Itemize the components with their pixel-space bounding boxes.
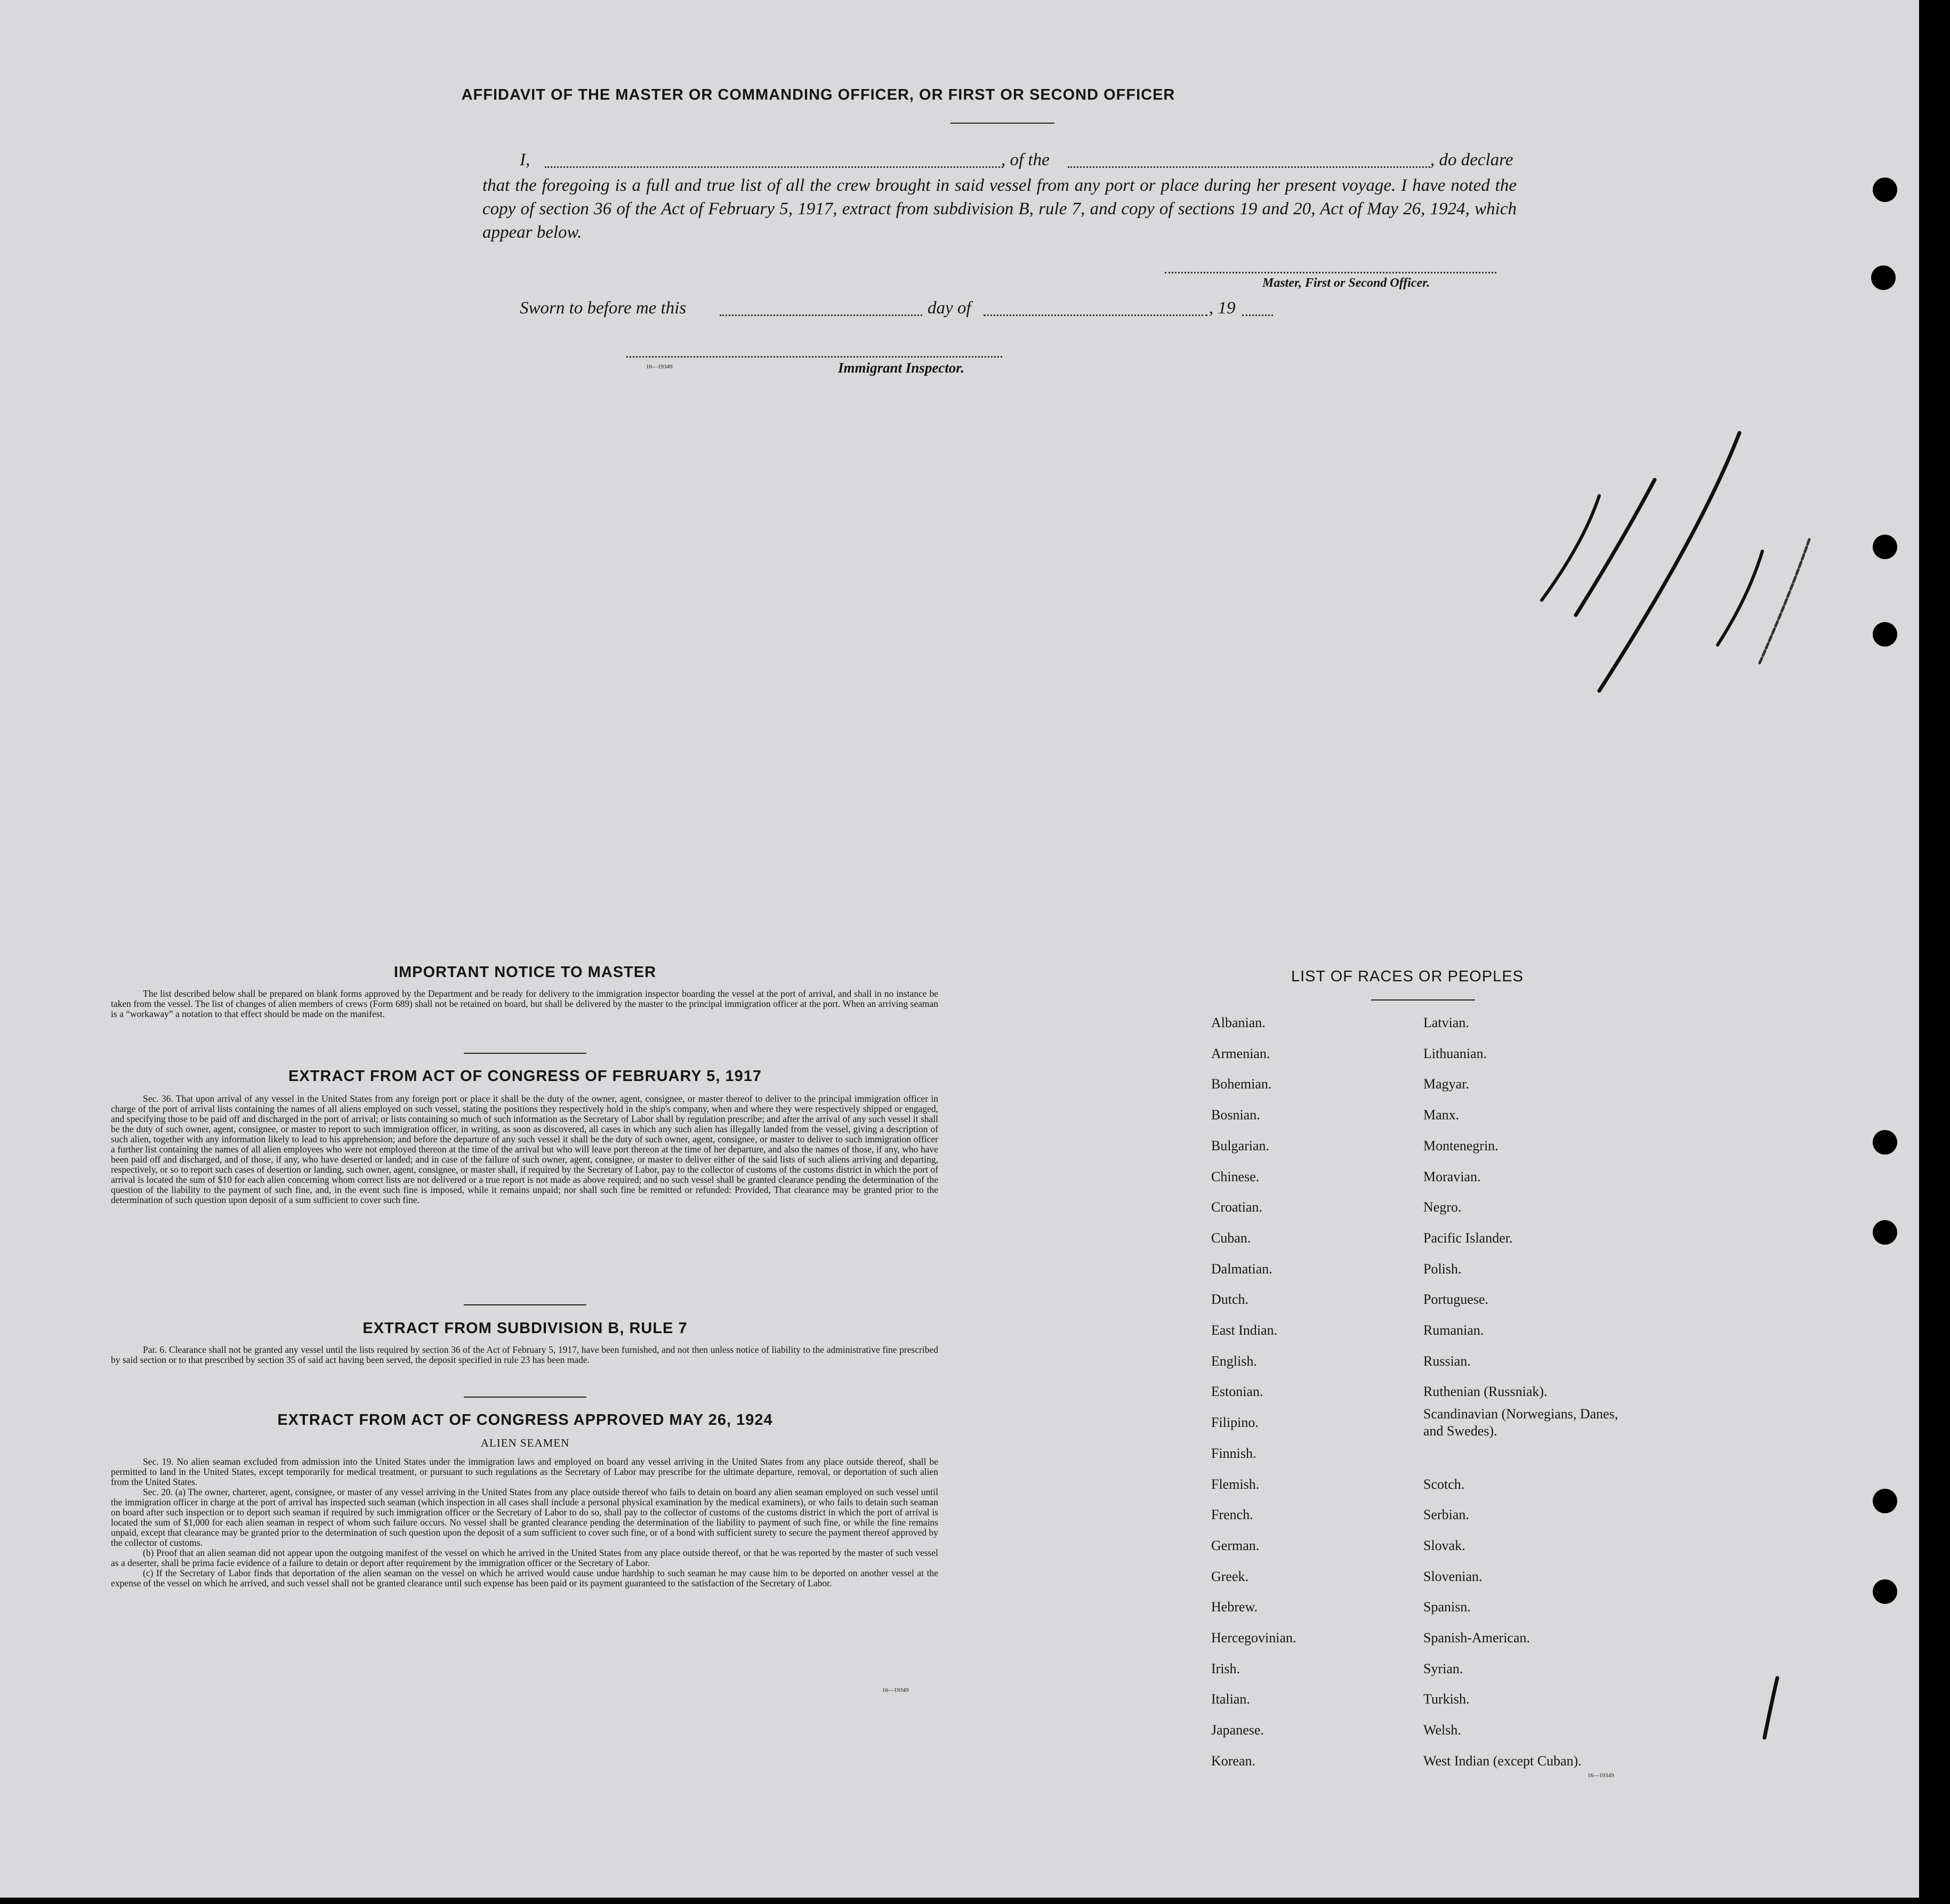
race-item: Filipino. — [1211, 1415, 1259, 1431]
rule7-paragraph: Par. 6. Clearance shall not be granted any vessel until the lists required by section 36 of the Act of February 5, 1917, have been furnished, and not then unless notice of liability to the administrative fine prescribed by said section or to that prescribed by section 35 of said act having been served, the deposit specified in rule 23 has been made. — [111, 1344, 938, 1365]
race-item: Pacific Islander. — [1423, 1230, 1513, 1246]
race-item: Russian. — [1423, 1353, 1471, 1369]
punch-hole — [1873, 1130, 1897, 1155]
race-item: Italian. — [1211, 1691, 1250, 1707]
race-item: Negro. — [1423, 1199, 1462, 1215]
race-item: Serbian. — [1423, 1507, 1469, 1523]
race-item: Turkish. — [1423, 1691, 1470, 1707]
race-item: Croatian. — [1211, 1199, 1263, 1215]
race-item: Manx. — [1423, 1107, 1460, 1123]
race-item: French. — [1211, 1507, 1253, 1523]
race-item: Estonian. — [1211, 1384, 1263, 1400]
race-item: Syrian. — [1423, 1660, 1463, 1676]
race-item: Scandinavian (Norwegians, Danes, and Swedes). — [1423, 1406, 1618, 1439]
race-item: Bosnian. — [1211, 1107, 1260, 1123]
race-item: Hebrew. — [1211, 1599, 1258, 1615]
race-item: Japanese. — [1211, 1722, 1264, 1738]
sec20b-paragraph: (b) Proof that an alien seaman did not appear upon the outgoing manifest of the vessel on which he arrived in the United States from any place outside thereof, or that he was reported by the master of such vessel as a deserter, shall be prima facie evidence of a failure to detain or deport after requirement by the immigration officer or the Secretary of Labor. — [111, 1547, 938, 1568]
race-item: Irish. — [1211, 1660, 1240, 1676]
races-title-divider — [1371, 999, 1475, 1001]
race-item: German. — [1211, 1537, 1260, 1553]
year-blank[interactable] — [1242, 314, 1273, 316]
vessel-blank-line[interactable] — [1068, 166, 1430, 168]
punch-hole — [1873, 1579, 1897, 1604]
form-code: 16—19349 — [882, 1687, 909, 1693]
extract-rule7-text — [111, 1345, 938, 1365]
affidavit-i-label: I, — [520, 150, 530, 170]
signature-caption: Master, First or Second Officer. — [1262, 276, 1430, 290]
race-item: Slovak. — [1423, 1537, 1465, 1553]
tally-mark-5 — [1759, 539, 1809, 664]
inspector-signature-line[interactable] — [626, 356, 1002, 358]
race-item: West Indian (except Cuban). — [1423, 1753, 1582, 1769]
sworn-label: Sworn to before me this — [520, 298, 687, 318]
race-item: Rumanian. — [1423, 1322, 1484, 1338]
extract-1917-text — [111, 1094, 938, 1205]
race-item: Welsh. — [1423, 1722, 1461, 1738]
race-item: East Indian. — [1211, 1322, 1278, 1338]
race-item: Bulgarian. — [1211, 1137, 1270, 1153]
sec20a-paragraph: Sec. 20. (a) The owner, charterer, agent, consignee, or master of any vessel arriving in the United States from any place outside thereof who fails to detain on board any alien seaman employed on such vessel until the immigration officer in charge at the port of arrival has inspected such seaman (which inspection in all cases shall include a personal physical examination by the medical examiners), or who fails to detain such seaman on board after such inspection or to deport such seaman if required by such immigration officer or the Secretary of Labor to do so, shall pay to the collector of customs of the customs district in which the port of arrival is located the sum of $1,000 for each alien seaman in respect of whom such failure occurs. No vessel shall be granted clearance pending the determination of the liability to payment of such fine, or while the fine remains unpaid, except that clearance may be granted prior to the determination of such question upon the deposit of a sum sufficient to cover such fine, or of a bond with sufficient surety to secure the payment thereof approved by the collector of customs. — [111, 1487, 938, 1548]
extract-1924-text — [111, 1457, 938, 1588]
section-divider — [464, 1304, 586, 1305]
punch-hole — [1871, 265, 1896, 290]
race-item: Portuguese. — [1423, 1292, 1489, 1308]
notice-heading: IMPORTANT NOTICE TO MASTER — [393, 964, 657, 981]
race-item: Moravian. — [1423, 1168, 1481, 1184]
day-of-label: day of — [928, 298, 971, 318]
affidavit-body: that the foregoing is a full and true list of all the crew brought in said vessel from any port or place during her present voyage. I have noted the copy of section 36 of the Act of February 5, 1917, extract from subdivision B, rule 7, and copy of sections 19 and 20, Act of May 26, 1924, which appear below. — [482, 176, 1517, 242]
sworn-month-blank[interactable] — [984, 314, 1207, 316]
race-item: English. — [1211, 1353, 1257, 1369]
race-item: Korean. — [1211, 1753, 1256, 1769]
race-item: Lithuanian. — [1423, 1045, 1487, 1061]
race-item: Greek. — [1211, 1568, 1249, 1584]
sec19-paragraph: Sec. 19. No alien seaman excluded from admission into the United States under the immigration laws and employed on board any vessel arriving in the United States from any place outside thereof, shall be permitted to land in the United States, except temporarily for medical treatment, or pursuant to such regulations as the Secretary of Labor may prescribe for the ultimate departure, removal, or deportation of such alien from the United States. — [111, 1456, 938, 1487]
race-item: Spanisn. — [1423, 1599, 1471, 1615]
affidavit-title: AFFIDAVIT OF THE MASTER OR COMMANDING OFFICER, OR FIRST OR SECOND OFFICER — [461, 86, 1175, 103]
punch-hole — [1873, 1489, 1897, 1513]
tally-mark-2 — [1576, 480, 1655, 615]
race-item: Scotch. — [1423, 1476, 1465, 1492]
race-item: Dutch. — [1211, 1292, 1249, 1308]
race-item: Polish. — [1423, 1261, 1462, 1277]
sec20c-paragraph: (c) If the Secretary of Labor finds that deportation of the alien seaman on the vessel on which he arrived would cause undue hardship to such seaman he may cause him to be deported on another vessel at the expense of the vessel on which he arrived, and such vessel shall not be granted clearance until such expense has been paid or its payment guaranteed to the satisfaction of the Secretary of Labor. — [111, 1568, 938, 1588]
notice-paragraph: The list described below shall be prepared on blank forms approved by the Department and be ready for delivery to the immigration inspector boarding the vessel at the port of arrival, and shall in no instance be taken from the vessel. The list of changes of alien members of crews (Form 689) shall not be retained on board, but shall be delivered by the master to the principal immigration officer at the port. When an arriving seaman is a “workaway” a notation to that effect should be made on the manifest. — [111, 988, 938, 1019]
tally-mark-1 — [1542, 496, 1599, 600]
race-item: Flemish. — [1211, 1476, 1260, 1492]
extract-1924-heading: EXTRACT FROM ACT OF CONGRESS APPROVED MAY 26, 1924 — [277, 1411, 773, 1429]
year-label: , 19 — [1209, 298, 1236, 318]
race-item: Hercegovinian. — [1211, 1630, 1296, 1645]
alien-seamen-subheading: ALIEN SEAMEN — [480, 1437, 570, 1449]
signature-line[interactable] — [1165, 272, 1496, 273]
race-item: Chinese. — [1211, 1168, 1260, 1184]
race-item: Finnish. — [1211, 1445, 1256, 1461]
section-divider — [464, 1053, 586, 1054]
race-item: Albanian. — [1211, 1015, 1266, 1030]
race-item: Dalmatian. — [1211, 1261, 1272, 1277]
race-item: Armenian. — [1211, 1045, 1270, 1061]
tally-mark-4 — [1718, 551, 1762, 645]
race-item: Bohemian. — [1211, 1076, 1272, 1092]
race-item: Spanish-American. — [1423, 1630, 1530, 1645]
affidavit-of-label: , of the — [1001, 150, 1050, 170]
extract-rule7-heading: EXTRACT FROM SUBDIVISION B, RULE 7 — [362, 1320, 688, 1337]
punch-hole — [1873, 622, 1897, 647]
handwritten-tally-marks — [1525, 421, 1823, 698]
race-item: Ruthenian (Russniak). — [1423, 1384, 1548, 1400]
handwritten-slash-mark — [1754, 1668, 1786, 1743]
punch-hole — [1873, 1220, 1897, 1245]
name-blank-line[interactable] — [545, 166, 1003, 168]
tally-mark-3 — [1599, 433, 1739, 691]
race-item: Cuban. — [1211, 1230, 1251, 1246]
race-item: Montenegrin. — [1423, 1137, 1498, 1153]
form-code: 16—19349 — [1588, 1772, 1614, 1779]
inspector-caption: Immigrant Inspector. — [838, 360, 965, 376]
race-item: Magyar. — [1423, 1076, 1469, 1092]
sworn-day-blank[interactable] — [720, 314, 922, 316]
affidavit-declare-label: , do declare — [1430, 150, 1513, 170]
notice-text — [111, 989, 938, 1019]
section-divider — [464, 1397, 586, 1398]
races-title: LIST OF RACES OR PEOPLES — [1291, 968, 1524, 985]
extract-1917-heading: EXTRACT FROM ACT OF CONGRESS OF FEBRUARY 5, 1917 — [288, 1068, 762, 1085]
form-code: 16—19349 — [646, 364, 673, 370]
race-item: Slovenian. — [1423, 1568, 1482, 1584]
title-divider — [950, 123, 1054, 124]
race-item: Latvian. — [1423, 1015, 1469, 1030]
sec36-paragraph: Sec. 36. That upon arrival of any vessel in the United States from any foreign port or place it shall be the duty of the owner, agent, consignee, or master thereof to deliver to the principal immigration officer in charge of the port of arrival lists containing the names of all aliens employed on such vessel, stating the positions they respectively hold in the ship's company, when and where they were respectively shipped or engaged, and specifying those to be paid off and discharged in the port of arrival; or lists containing so much of such information as the Secretary of Labor shall by regulation prescribe; and after the arrival of any such vessel it shall be the duty of such owner, agent, consignee, or master to report to such immigration officer, in writing, as soon as discovered, all cases in which any such alien has illegally landed from the vessel, giving a description of such alien, together with any information likely to lead to his apprehension; and before the departure of any such vessel it shall be the duty of such owner, agent, consignee, or master to deliver to such immigration officer a further list containing the names of all alien employees who were not employed thereon at the time of the arrival but who will leave port thereon at the time of her departure, and also the names of those, if any, who have been paid off and discharged, and of those, if any, who have deserted or landed; and in case of the failure of such owner, agent, consignee, or master to deliver either of the said lists of such aliens arriving and departing, respectively, or so to report such cases of desertion or landing, such owner, agent, consignee, or master shall, if required by the Secretary of Labor, pay to the collector of customs of the customs district in which the port of arrival is located the sum of $10 for each alien concerning whom correct lists are not delivered or a true report is not made as above required; and no such vessel shall be granted clearance pending the determination of the question of the liability to the payment of such fine, and, in the event such fine is imposed, while it remains unpaid; nor shall such fine be remitted or refunded: Provided, That clearance may be granted prior to the determination of such question upon deposit of a sum sufficient to cover such fine. — [111, 1093, 938, 1205]
punch-hole — [1873, 178, 1897, 202]
punch-hole — [1873, 535, 1897, 559]
